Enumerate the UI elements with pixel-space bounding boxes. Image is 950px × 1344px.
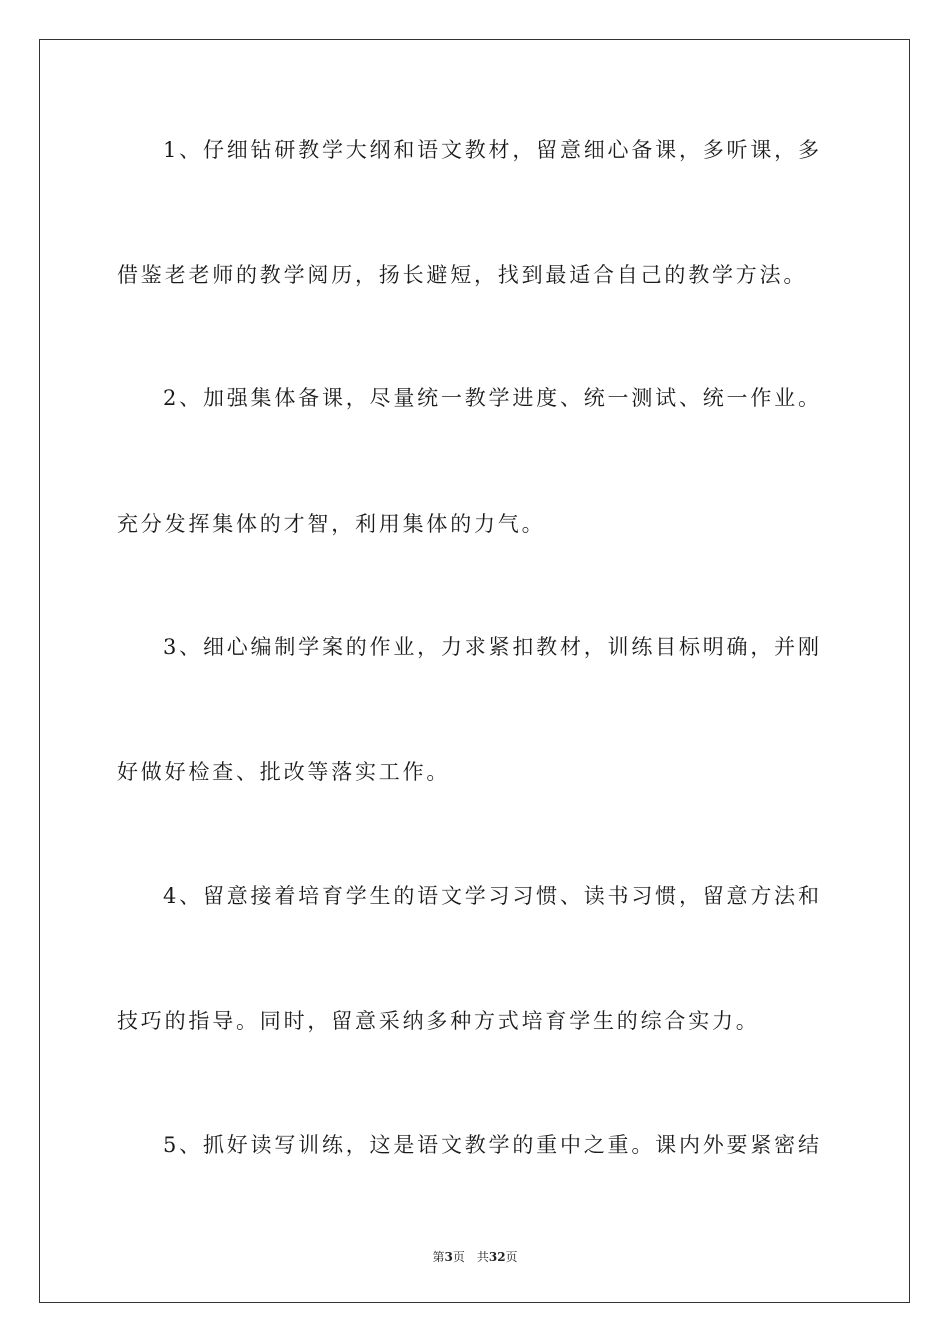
paragraph-3-line-2: 好做好检查、批改等落实工作。 bbox=[117, 760, 451, 784]
paragraph-3-line-1: 3、细心编制学案的作业，力求紧扣教材，训练目标明确，并刚 bbox=[163, 635, 822, 659]
total-prefix: 共 bbox=[476, 1250, 489, 1264]
page-footer bbox=[0, 1248, 950, 1265]
paragraph-1-line-1: 1、仔细钻研教学大纲和语文教材，留意细心备课，多听课，多 bbox=[163, 138, 822, 162]
total-pages-number: 32 bbox=[488, 1250, 506, 1264]
page-prefix: 第 bbox=[432, 1250, 445, 1264]
paragraph-4-line-1: 4、留意接着培育学生的语文学习习惯、读书习惯，留意方法和 bbox=[163, 884, 822, 908]
paragraph-5-line-1: 5、抓好读写训练，这是语文教学的重中之重。课内外要紧密结 bbox=[163, 1133, 822, 1157]
current-page-number: 3 bbox=[444, 1250, 453, 1264]
paragraph-2-line-1: 2、加强集体备课，尽量统一教学进度、统一测试、统一作业。 bbox=[163, 386, 822, 410]
page-border bbox=[39, 39, 910, 1303]
paragraph-1-line-2: 借鉴老老师的教学阅历，扬长避短，找到最适合自己的教学方法。 bbox=[117, 263, 808, 287]
paragraph-2-line-2: 充分发挥集体的才智，利用集体的力气。 bbox=[117, 512, 546, 536]
total-suffix: 页 bbox=[505, 1250, 518, 1264]
page-suffix: 页 bbox=[452, 1250, 465, 1264]
paragraph-4-line-2: 技巧的指导。同时，留意采纳多种方式培育学生的综合实力。 bbox=[117, 1009, 760, 1033]
